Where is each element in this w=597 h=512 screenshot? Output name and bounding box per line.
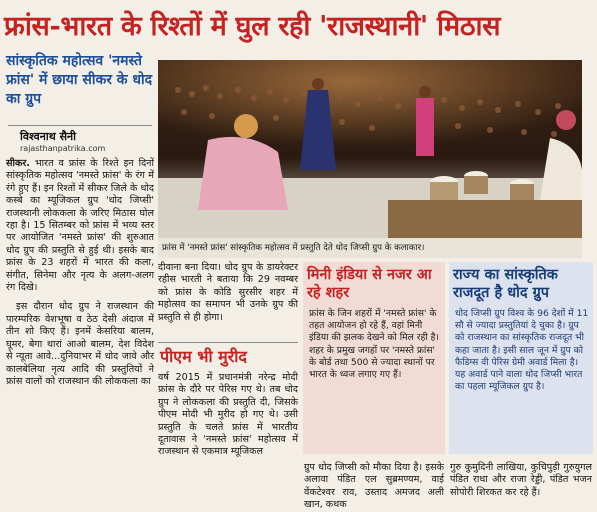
article-text: ग्रुप धोद जिप्सी को मौका दिया है। इसके अलावा पंडित एल सुब्रमण्यम, वाई वेंकटेश्वर राव, उस्ताद अमजद अली खान, कथक bbox=[304, 462, 444, 511]
subheadline: सांस्कृतिक महोत्सव 'नमस्ते फ्रांस' में छाया सीकर के धोद का ग्रुप bbox=[6, 53, 153, 107]
article-text: गुरु कुमुदिनी लाखिया, कुचिपुड़ी गुरुयुगल पंडित राधा और राजा रेड्डी, पंडित भजन सोपोरी शिरकत कर रहे हैं। bbox=[450, 462, 592, 498]
sidebar-text: फ्रांस के जिन शहरों में 'नमस्ते फ्रांस' के तहत आयोजन हो रहे हैं, वहां मिनी इंडिया की झलक देखने को मिल रही है। शहर के प्रमुख जगहों पर 'नमस्ते फ्रांस' के बोर्ड तथा 500 से ज्यादा स्थानों पर भारत के ध्वज लगाए गए हैं। bbox=[309, 308, 440, 381]
article-column-1 bbox=[6, 158, 154, 388]
sidebar-text: धोद जिप्सी ग्रुप विश्व के 96 देशों में 11 सौ से ज्यादा प्रस्तुतियां दे चुका है। ग्रुप को राजस्थान का सांस्कृतिक राजदूत भी कहा जाता है। इसी साल जून में ग्रुप को फैडिग्स वी पेरिस ग्रेमी अवार्ड मिला है। यह अवार्ड पाने वाला धोद जिप्सी भारत का पहला म्यूजिकल ग्रुप है। bbox=[455, 308, 589, 393]
site-credit: rajasthanpatrika.com bbox=[20, 144, 106, 153]
divider bbox=[8, 125, 152, 126]
concert-photo-image bbox=[158, 60, 582, 238]
headline: फ्रांस-भारत के रिश्तों में घुल रही 'राजस्थानी' मिठास bbox=[4, 11, 501, 42]
article-column-3-bottom bbox=[304, 462, 444, 512]
article-text: भारत व फ्रांस के रिश्ते इन दिनों सांस्कृतिक महोत्सव 'नमस्ते फ्रांस' के रंग में रंगे हुए हैं। इन रिश्तों में सीकर जिले के धोद कस्बे का म्यूजिकल ग्रुप 'धोद जिप्सी' राजस्थानी लोककला के जरिए मिठास घोल रहा है। 15 सितम्बर को फ्रांस में भव्य स्तर पर आयोजित 'नमस्ते फ्रांस' की शुरुआत धोद ग्रुप की प्रस्तुति से हुई थी। इसके बाद फ्रांस के 23 शहरों में भारत की कला, संगीत, सिनेमा और नृत्य के अलग-अलग रंग दिखे। bbox=[6, 158, 154, 294]
article-column-2 bbox=[158, 262, 298, 324]
dateline: सीकर. bbox=[6, 158, 30, 169]
article-column-2-continued bbox=[158, 372, 298, 459]
article-text: वर्ष 2015 में प्रधानमंत्री नरेन्द्र मोदी फ्रांस के दौरे पर पेरिस गए थे। तब धोद ग्रुप ने लोककला की प्रस्तुति दी, जिसके पीएम मोदी भी मुरीद हो गए थे। उसी प्रस्तुति के चलते फ्रांस में भारतीय दूतावास ने 'नमस्ते फ्रांस' महोत्सव में राजस्थान से एकमात्र म्यूजिकल bbox=[158, 372, 298, 458]
article-text: इस दौरान धोद ग्रुप ने राजस्थान की पारम्परिक वेशभूषा व ठेठ देसी अंदाज में तीन शो किए हैं। इनमें केसरिया बालम, घूमर, बेगा थारां आओ बालम, देश विदेश से न्यूता आवे...दुनियाभर में धोद जावे और कालबेलिया नृत्य आदि की प्रस्तुतियों ने फ्रांस वालों को राजस्थान की लोककला का bbox=[6, 301, 154, 387]
byline: विश्वनाथ सैनी bbox=[20, 130, 76, 143]
sidebar-heading: मिनी इंडिया से नजर आ रहे शहर bbox=[307, 267, 432, 301]
section-heading: पीएम भी मुरीद bbox=[160, 347, 247, 366]
article-column-4-bottom bbox=[450, 462, 592, 499]
photo-caption: फ्रांस में 'नमस्ते फ्रांस' सांस्कृतिक महोत्सव में प्रस्तुति देते धोद जिप्सी ग्रुप के कलाकार। bbox=[158, 238, 582, 258]
sidebar-box-mini-india bbox=[303, 262, 445, 454]
sidebar-heading: राज्य का सांस्कृतिक राजदूत है धोद ग्रुप bbox=[453, 267, 558, 301]
sidebar-box-cultural-ambassador bbox=[449, 262, 593, 454]
article-text: दीवाना बना दिया। धोद ग्रुप के डायरेक्टर रहीस भारती ने बताया कि 29 नवम्बर को फ्रांस के कोडि सुरसीर शहर में महोत्सव का समापन भी उनके ग्रुप की प्रस्तुति से ही होगा। bbox=[158, 262, 298, 323]
divider bbox=[158, 342, 298, 343]
concert-photo bbox=[158, 60, 582, 238]
